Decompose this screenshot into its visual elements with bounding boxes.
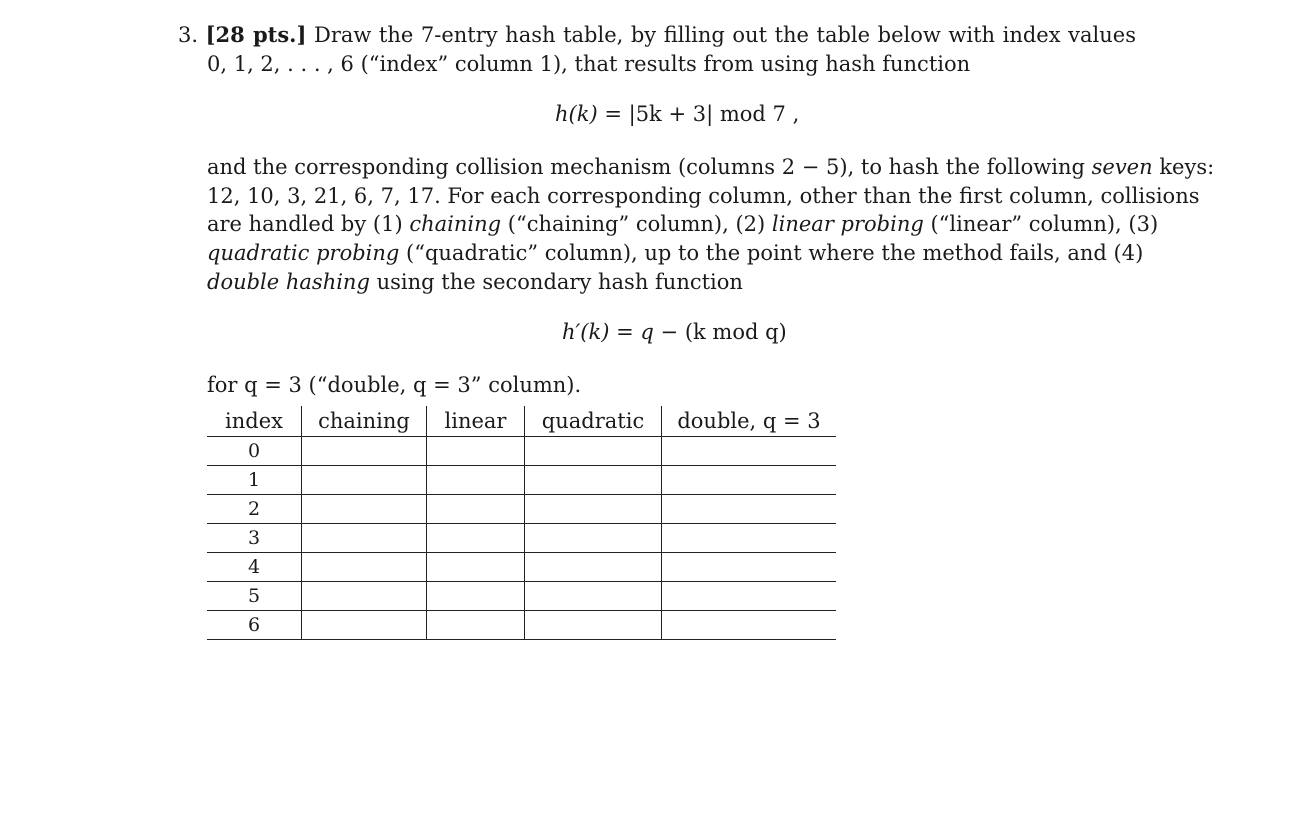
chaining-cell[interactable] <box>302 466 427 495</box>
double-cell[interactable] <box>662 553 837 582</box>
eq1-lhs: h(k) <box>555 102 598 126</box>
eq1-rhs-mod: mod 7 , <box>719 102 800 126</box>
table-row <box>207 495 836 524</box>
index-cell: 1 <box>207 466 302 495</box>
para-text: (“quadratic” column), up to the point where the method fails, and (4) <box>406 241 1144 265</box>
header-chaining: chaining <box>302 406 427 437</box>
header-linear: linear <box>427 406 525 437</box>
double-cell[interactable] <box>662 437 837 466</box>
chaining-cell[interactable] <box>302 437 427 466</box>
linear-cell[interactable] <box>427 495 525 524</box>
index-cell: 6 <box>207 611 302 640</box>
quadratic-cell[interactable] <box>525 437 662 466</box>
table-row <box>207 553 836 582</box>
chaining-cell[interactable] <box>302 495 427 524</box>
paragraph-line-4 <box>207 239 1144 267</box>
quadratic-cell[interactable] <box>525 582 662 611</box>
hash-table <box>207 406 836 640</box>
chaining-cell[interactable] <box>302 553 427 582</box>
quadratic-cell[interactable] <box>525 495 662 524</box>
table-row <box>207 611 836 640</box>
problem-intro-line2: 0, 1, 2, . . . , 6 (“index” column 1), that results from using hash function <box>207 52 971 76</box>
header-quadratic: quadratic <box>525 406 662 437</box>
paragraph-line-2: 12, 10, 3, 21, 6, 7, 17. For each corresponding column, other than the first column, collisions <box>207 184 1200 208</box>
para-emphasis: double hashing <box>207 270 370 294</box>
para-text: (“chaining” column), (2) <box>507 212 766 236</box>
problem-header-line <box>178 21 1136 49</box>
double-cell[interactable] <box>662 524 837 553</box>
index-cell: 0 <box>207 437 302 466</box>
quadratic-cell[interactable] <box>525 466 662 495</box>
index-cell: 4 <box>207 553 302 582</box>
secondary-hash-equation <box>562 318 787 346</box>
para-text: using the secondary hash function <box>376 270 743 294</box>
problem-points: [28 pts.] <box>205 22 307 47</box>
linear-cell[interactable] <box>427 466 525 495</box>
quadratic-cell[interactable] <box>525 553 662 582</box>
header-index: index <box>207 406 302 437</box>
paragraph-line-5 <box>207 268 743 296</box>
table-row <box>207 437 836 466</box>
problem-intro-text: Draw the 7-entry hash table, by filling out the table below with index values <box>313 23 1136 47</box>
index-cell: 5 <box>207 582 302 611</box>
para-emphasis: linear probing <box>771 212 924 236</box>
eq2-mod: (k mod q) <box>684 320 787 344</box>
para-text: are handled by (1) <box>207 212 403 236</box>
paragraph-line-1 <box>207 153 1215 181</box>
para-emphasis: chaining <box>409 212 502 236</box>
table-row <box>207 582 836 611</box>
linear-cell[interactable] <box>427 524 525 553</box>
table-row <box>207 524 836 553</box>
para-emphasis: seven <box>1091 155 1153 179</box>
para-emphasis: quadratic probing <box>207 241 400 265</box>
double-cell[interactable] <box>662 611 837 640</box>
hash-table-header-row <box>207 406 836 437</box>
chaining-cell[interactable] <box>302 611 427 640</box>
double-cell[interactable] <box>662 582 837 611</box>
problem-number: 3. <box>178 23 199 47</box>
double-cell[interactable] <box>662 495 837 524</box>
quadratic-cell[interactable] <box>525 611 662 640</box>
chaining-cell[interactable] <box>302 582 427 611</box>
eq2-q: q <box>640 320 654 344</box>
chaining-cell[interactable] <box>302 524 427 553</box>
eq2-minus: − <box>660 320 679 344</box>
para-text: and the corresponding collision mechanism (columns 2 − 5), to hash the following <box>207 155 1085 179</box>
eq1-equals: = <box>604 102 622 126</box>
header-double: double, q = 3 <box>662 406 837 437</box>
index-cell: 2 <box>207 495 302 524</box>
para-text: (“linear” column), (3) <box>930 212 1159 236</box>
linear-cell[interactable] <box>427 582 525 611</box>
eq1-rhs-abs: |5k + 3| <box>628 102 714 126</box>
eq2-equals: = <box>616 320 634 344</box>
quadratic-cell[interactable] <box>525 524 662 553</box>
paragraph-line-3 <box>207 210 1159 238</box>
linear-cell[interactable] <box>427 611 525 640</box>
para-text: keys: <box>1159 155 1215 179</box>
double-cell[interactable] <box>662 466 837 495</box>
linear-cell[interactable] <box>427 437 525 466</box>
primary-hash-equation <box>555 100 799 128</box>
table-row <box>207 466 836 495</box>
for-q-line: for q = 3 (“double, q = 3” column). <box>207 373 582 397</box>
index-cell: 3 <box>207 524 302 553</box>
eq2-lhs: h′(k) <box>562 320 610 344</box>
linear-cell[interactable] <box>427 553 525 582</box>
